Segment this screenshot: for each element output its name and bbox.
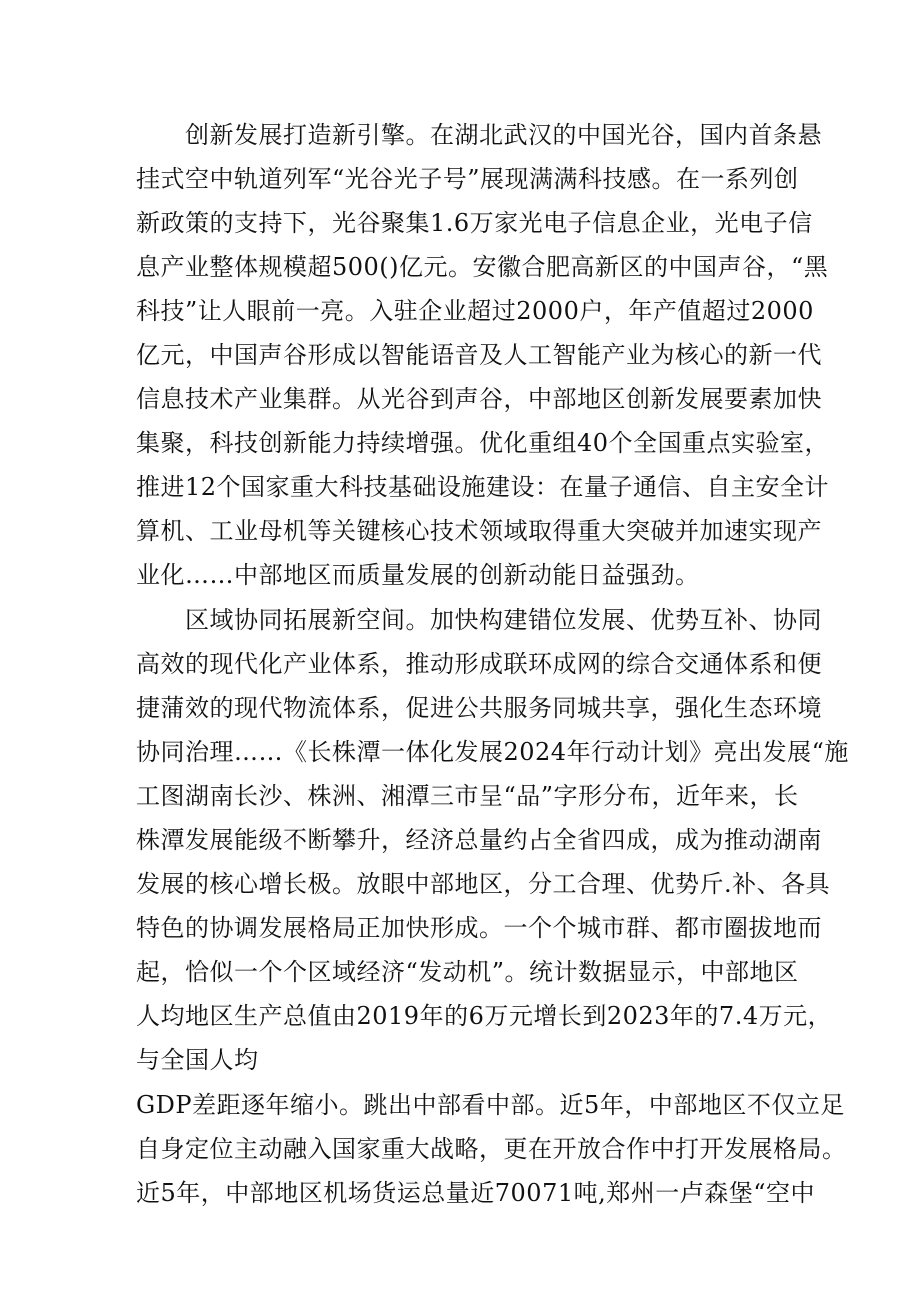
paragraph-1-line-10: 算机、工业母机等关键核心技术领域取得重大突破并加速实现产	[136, 517, 822, 545]
paragraph-1-line-2: 挂式空中轨道列军“光谷光子号”展现满满科技感。在一系列创	[136, 165, 799, 193]
paragraph-1-line-6: 亿元，中国声谷形成以智能语音及人工智能产业为核心的新一代	[136, 341, 822, 369]
paragraph-1-line-1: 创新发展打造新引擎。在湖北武汉的中国光谷，国内首条悬	[185, 121, 822, 149]
paragraph-2-line-1: 区域协同拓展新空间。加快构建错位发展、优势互补、协同	[185, 606, 822, 634]
paragraph-2-line-11: 与全国人均	[136, 1046, 259, 1074]
paragraph-1-line-3: 新政策的支持下，光谷聚集1.6万家光电子信息企业，光电子信	[136, 209, 813, 237]
paragraph-1-line-9: 推进12个国家重大科技基础设施建设：在量子通信、自主安全计	[136, 473, 830, 501]
paragraph-1-line-4: 息产业整体规模超500()亿元。安徽合肥高新区的中国声谷，“黑	[136, 253, 829, 281]
paragraph-2-line-6: 株潭发展能级不断攀升，经济总量约占全省四成，成为推动湖南	[136, 826, 822, 854]
paragraph-2-line-8: 特色的协调发展格局正加快形成。一个个城市群、都市圈拔地而	[136, 914, 822, 942]
paragraph-1-line-7: 信息技术产业集群。从光谷到声谷，中部地区创新发展要素加快	[136, 385, 822, 413]
paragraph-2-line-4: 协同治理……《长株潭一体化发展2024年行动计划》亮出发展“施	[136, 738, 849, 766]
paragraph-2-line-7: 发展的核心增长极。放眼中部地区，分工合理、优势斤.补、各具	[136, 870, 831, 898]
paragraph-2-line-10: 人均地区生产总值由2019年的6万元增长到2023年的7.4万元，	[136, 1002, 833, 1030]
paragraph-2-line-2: 高效的现代化产业体系，推动形成联环成网的综合交通体系和便	[136, 650, 822, 678]
paragraph-3-line-1: GDP差距逐年缩小。跳出中部看中部。近5年，中部地区不仅立足	[136, 1091, 845, 1119]
paragraph-3-line-3: 近5年，中部地区机场货运总量近70071吨,郑州一卢森堡“空中	[136, 1179, 816, 1207]
paragraph-2-line-9: 起，恰似一个个区域经济“发动机”。统计数据显示，中部地区	[136, 958, 799, 986]
paragraph-2-line-5: 工图湖南长沙、株洲、湘潭三市呈“品”字形分布，近年来，长	[136, 782, 799, 810]
paragraph-3-line-2: 自身定位主动融入国家重大战略，更在开放合作中打开发展格局。	[136, 1135, 847, 1163]
paragraph-1-line-8: 集聚，科技创新能力持续增强。优化重组40个全国重点实验室，	[136, 429, 830, 457]
paragraph-1-line-5: 科技”让人眼前一亮。入驻企业超过2000户，年产值超过2000	[136, 297, 814, 325]
paragraph-2-line-3: 捷蒲效的现代物流体系，促进公共服务同城共享，强化生态环境	[136, 694, 822, 722]
paragraph-1-line-11: 业化……中部地区而质量发展的创新动能日益强劲。	[136, 561, 700, 589]
